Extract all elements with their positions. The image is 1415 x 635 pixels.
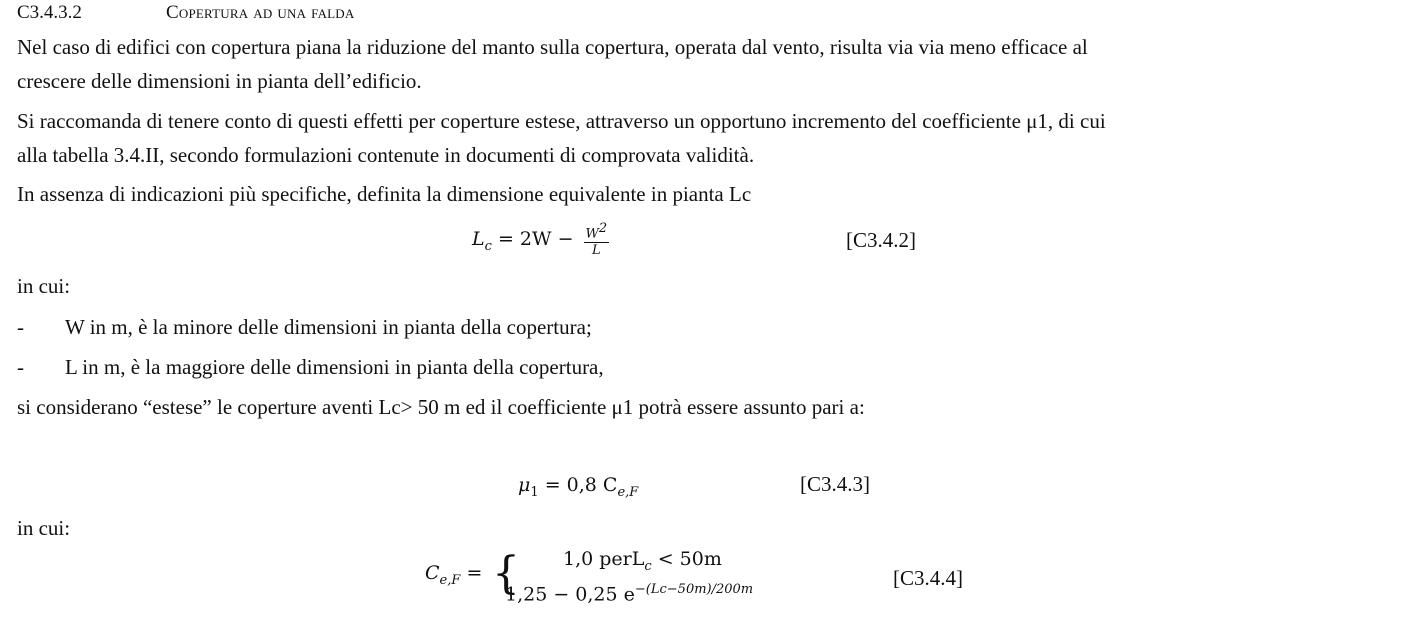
eq3-lhs-sub: e,F — [439, 572, 461, 588]
eq3-case1-sub: c — [644, 558, 652, 574]
equation-label-c3-4-3: [C3.4.3] — [800, 472, 870, 496]
equation-case-2 — [505, 577, 753, 607]
paragraph-1-line-1: Nel caso di edifici con copertura piana la riduzione del manto sulla copertura, operata dal vento, risulta via via meno efficace al — [17, 35, 1088, 59]
paragraph-2-line-1: Si raccomanda di tenere conto di questi effetti per coperture estese, attraverso un opportuno incremento del coefficiente μ1, di cui — [17, 109, 1106, 133]
section-number: C3.4.3.2 — [17, 2, 82, 23]
equation-label-c3-4-4: [C3.4.4] — [893, 566, 963, 590]
bullet-marker-2: - — [17, 355, 24, 379]
eq1-fraction — [584, 221, 610, 259]
equation-lc — [472, 217, 613, 269]
section-title: Copertura ad una falda — [166, 2, 355, 23]
equation-case-1 — [563, 546, 722, 580]
equation-label-c3-4-2: [C3.4.2] — [846, 228, 916, 252]
bullet-item-l: L in m, è la maggiore delle dimensioni in pianta della copertura, — [65, 355, 604, 379]
eq3-case2-sup: −(Lc−50m)/200m — [634, 582, 754, 597]
eq3-eq: = — [466, 562, 483, 584]
in-cui-2: in cui: — [17, 516, 71, 540]
equation-cef-lhs — [425, 562, 482, 588]
bullet-item-w: W in m, è la minore delle dimensioni in pianta della copertura; — [65, 315, 592, 339]
paragraph-2-line-2: alla tabella 3.4.II, secondo formulazioni contenute in documenti di comprovata validità. — [17, 143, 755, 167]
eq1-lhs-sub: c — [484, 238, 492, 254]
eq3-case1: 1,0 perL — [563, 548, 645, 570]
paragraph-4: si considerano “estese” le coperture aventi Lc> 50 m ed il coefficiente μ1 potrà essere assunto pari a: — [17, 395, 865, 419]
equation-mu1 — [518, 474, 638, 500]
eq2-lhs-sub: 1 — [530, 484, 539, 500]
eq2-rhs: = 0,8 C — [544, 474, 618, 496]
in-cui-1: in cui: — [17, 274, 71, 298]
paragraph-3: In assenza di indicazioni più specifiche, definita la dimensione equivalente in pianta Lc — [17, 182, 752, 206]
eq1-frac-den: L — [592, 243, 601, 259]
paragraph-1-line-2: crescere delle dimensioni in pianta dell’edificio. — [17, 69, 422, 93]
eq2-rhs-sub: e,F — [617, 484, 639, 500]
eq3-case2: 1,25 − 0,25 e — [505, 583, 635, 606]
eq1-rhs: = 2W − — [497, 228, 574, 250]
eq3-case1-tail: < 50m — [651, 548, 722, 570]
eq1-lhs: L — [472, 228, 485, 250]
bullet-marker-1: - — [17, 315, 24, 339]
eq1-frac-sup: 2 — [598, 220, 608, 236]
eq3-lhs: C — [425, 562, 440, 584]
eq1-frac-num: W — [585, 226, 599, 242]
eq2-lhs: μ — [518, 474, 531, 496]
equation-brace: { — [492, 548, 520, 599]
